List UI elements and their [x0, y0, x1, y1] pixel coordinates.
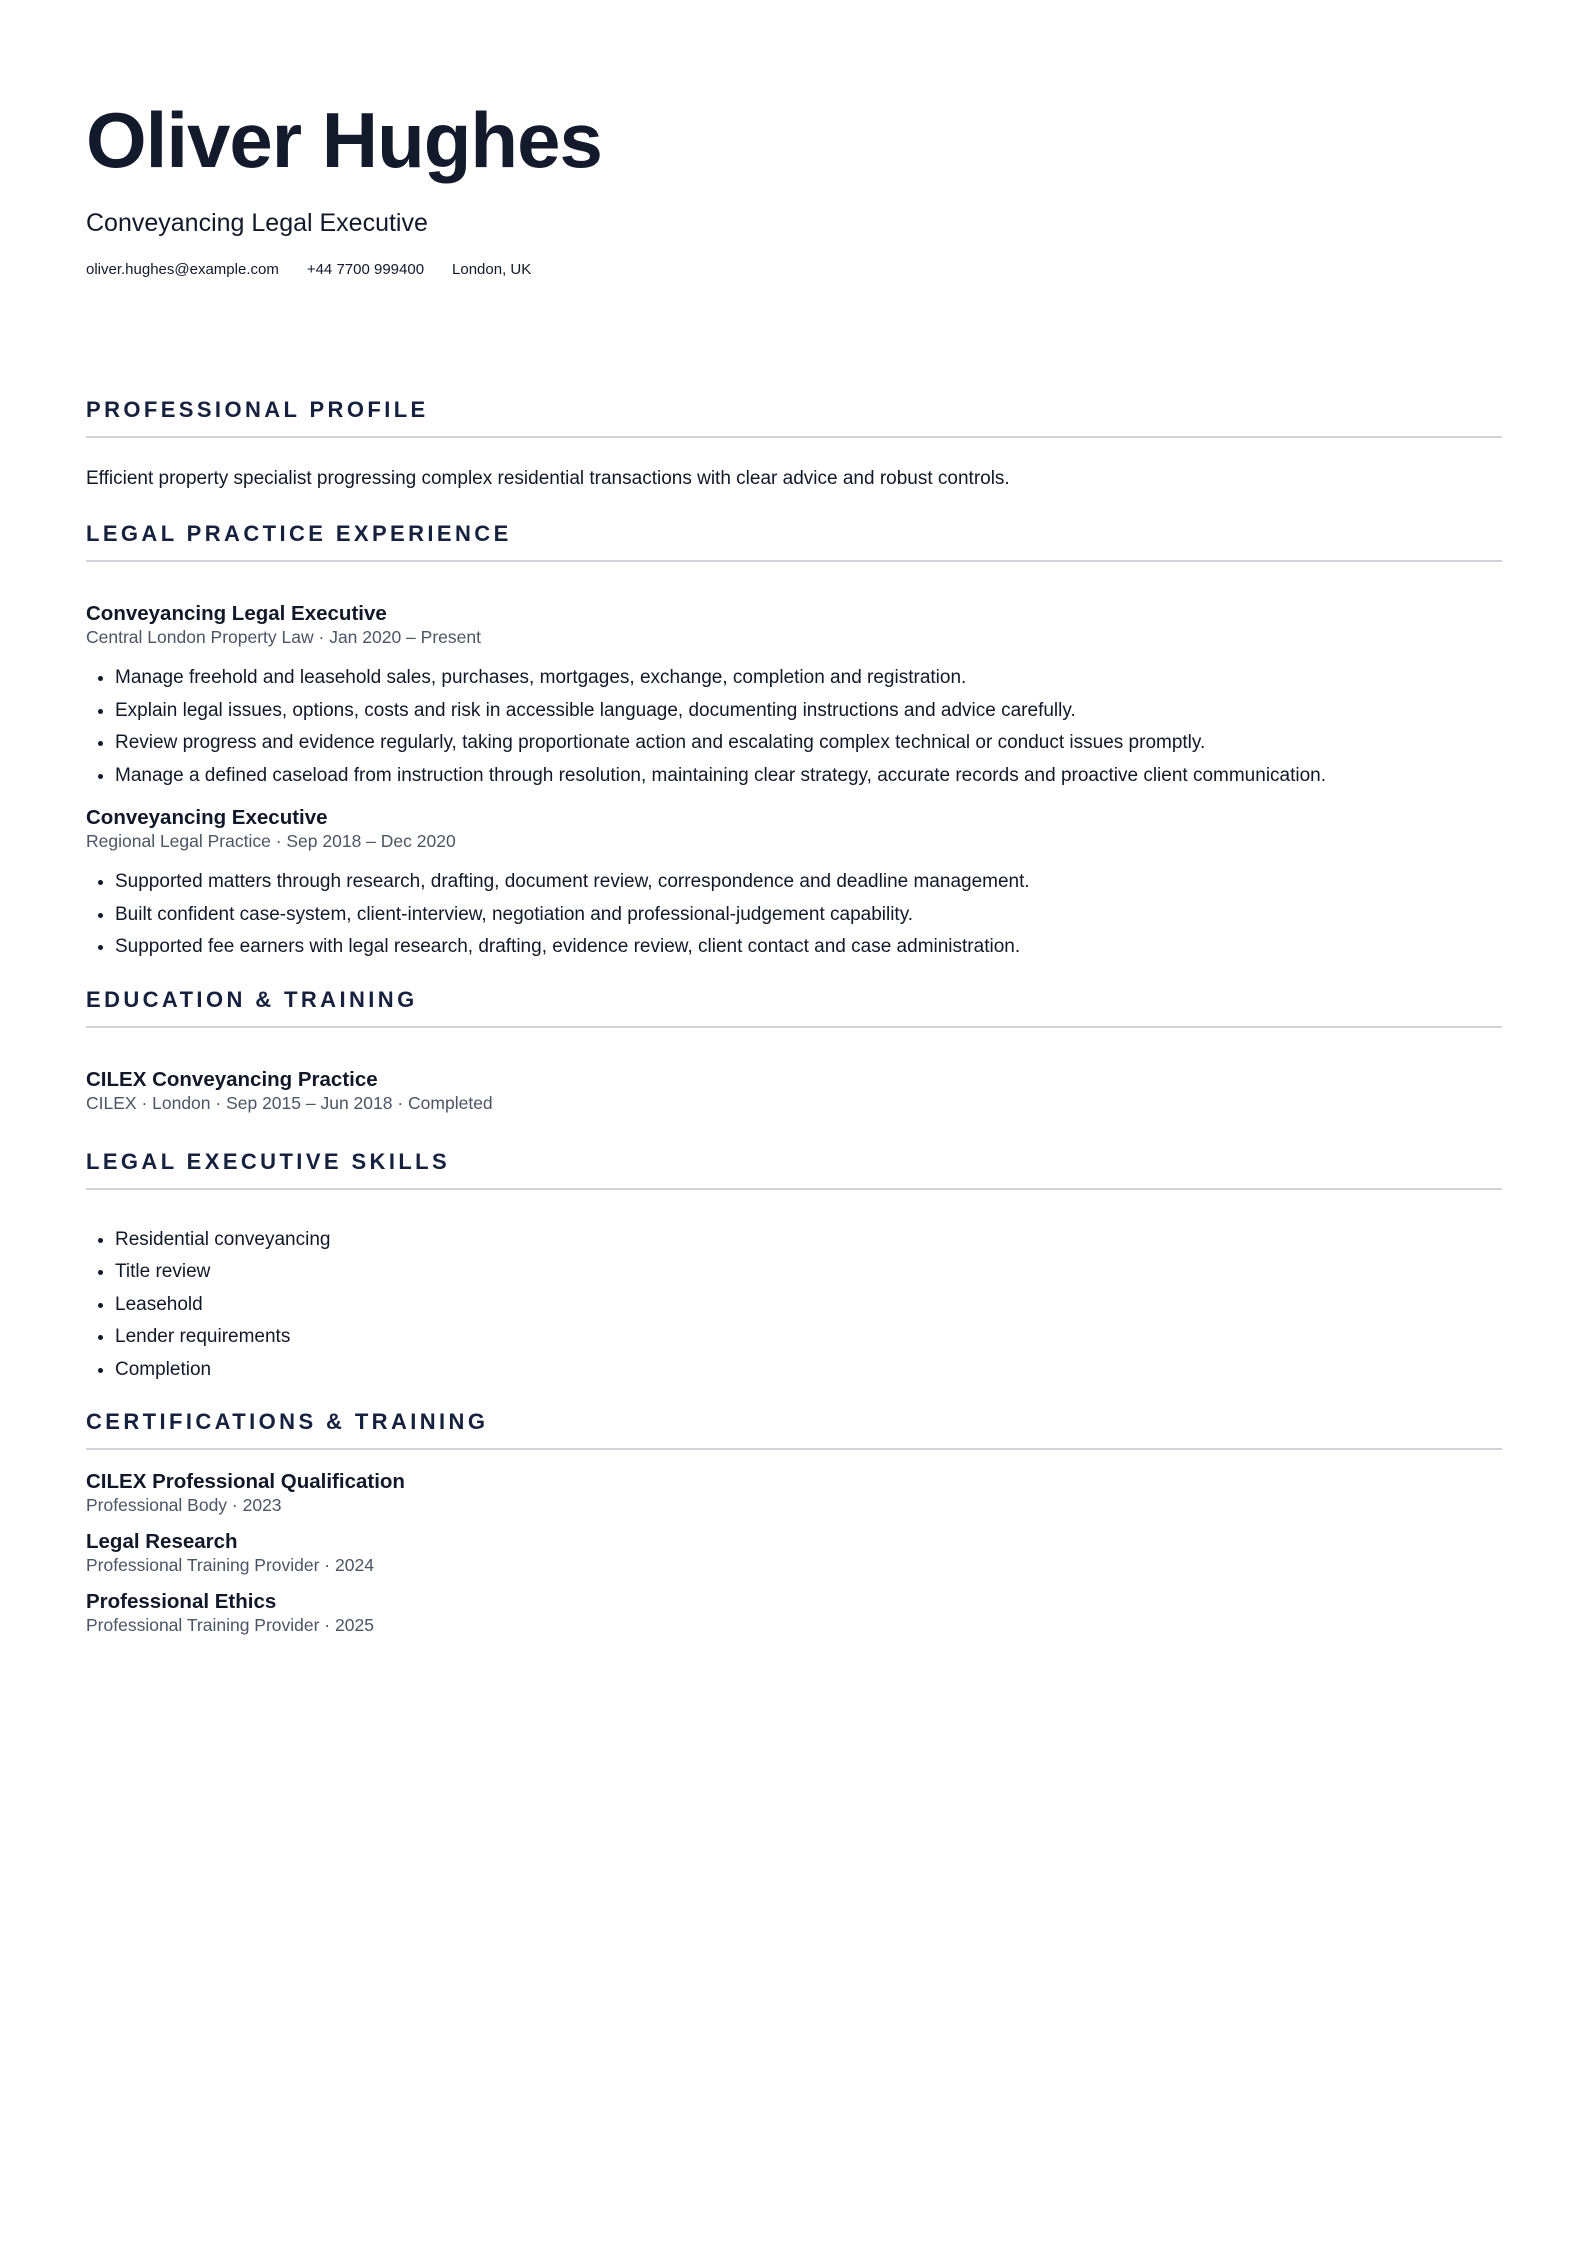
list-item: • Explain legal issues, options, costs and risk in accessible language, documenting instructions and advice carefully.: [115, 695, 1502, 728]
candidate-name: Oliver Hughes: [86, 96, 602, 184]
section-professional-profile: [86, 396, 1502, 492]
skill-item: • Lender requirements: [115, 1321, 1502, 1354]
section-title: LEGAL EXECUTIVE SKILLS: [86, 1148, 1502, 1190]
job-title: Conveyancing Executive: [86, 806, 328, 829]
education-meta: CILEX · London · Sep 2015 – Jun 2018 · Completed: [86, 1092, 493, 1113]
list-item: • Supported fee earners with legal research, drafting, evidence review, client contact and case administration.: [115, 931, 1502, 964]
skills-list: [86, 1224, 1502, 1387]
certification-entry: [86, 1590, 1502, 1636]
list-item: • Manage a defined caseload from instruction through resolution, maintaining clear strategy, accurate records and proactive client communication.: [115, 760, 1502, 793]
section-legal-practice-experience: [86, 520, 1502, 964]
certification-entry: [86, 1470, 1502, 1516]
section-legal-executive-skills: [86, 1148, 1502, 1387]
contact-email[interactable]: oliver.hughes@example.com: [86, 261, 279, 278]
section-title: PROFESSIONAL PROFILE: [86, 396, 1502, 438]
job-entry: [86, 806, 1502, 964]
education-entry: [86, 1068, 1502, 1114]
resume-header: [86, 0, 1502, 280]
section-education-training: [86, 986, 1502, 1114]
list-item: • Review progress and evidence regularly, taking proportionate action and escalating complex technical or conduct issues promptly.: [115, 727, 1502, 760]
job-bullets: [86, 866, 1502, 964]
certification-meta: Professional Training Provider · 2025: [86, 1615, 374, 1635]
contact-phone[interactable]: +44 7700 999400: [306, 261, 425, 278]
job-bullets: [86, 662, 1502, 792]
section-title: EDUCATION & TRAINING: [86, 986, 1502, 1028]
section-title: CERTIFICATIONS & TRAINING: [86, 1408, 1502, 1450]
contact-line: [86, 260, 1502, 280]
certification-title: Professional Ethics: [86, 1590, 277, 1613]
section-title: LEGAL PRACTICE EXPERIENCE: [86, 520, 1502, 562]
job-meta: Central London Property Law · Jan 2020 – Present: [86, 627, 481, 647]
certification-title: CILEX Professional Qualification: [86, 1470, 405, 1493]
skill-item: • Title review: [115, 1256, 1502, 1289]
job-title: Conveyancing Legal Executive: [86, 602, 387, 625]
certification-meta: Professional Body · 2023: [86, 1495, 282, 1515]
list-item: • Manage freehold and leasehold sales, purchases, mortgages, exchange, completion and registration.: [115, 662, 1502, 695]
candidate-role: Conveyancing Legal Executive: [86, 209, 428, 237]
certification-meta: Professional Training Provider · 2024: [86, 1555, 374, 1575]
job-meta: Regional Legal Practice · Sep 2018 – Dec 2020: [86, 831, 456, 851]
list-item: • Built confident case-system, client-interview, negotiation and professional-judgement capability.: [115, 899, 1502, 932]
certification-entry: [86, 1530, 1502, 1576]
profile-summary: Efficient property specialist progressing complex residential transactions with clear advice and robust controls.: [86, 468, 1010, 489]
job-entry: [86, 602, 1502, 792]
skill-item: • Residential conveyancing: [115, 1224, 1502, 1257]
skill-item: • Completion: [115, 1354, 1502, 1387]
contact-location: London, UK: [452, 261, 532, 278]
certification-title: Legal Research: [86, 1530, 238, 1553]
skill-item: • Leasehold: [115, 1289, 1502, 1322]
education-title: CILEX Conveyancing Practice: [86, 1067, 378, 1091]
section-certifications-training: [86, 1408, 1502, 1636]
list-item: • Supported matters through research, drafting, document review, correspondence and deadline management.: [115, 866, 1502, 899]
